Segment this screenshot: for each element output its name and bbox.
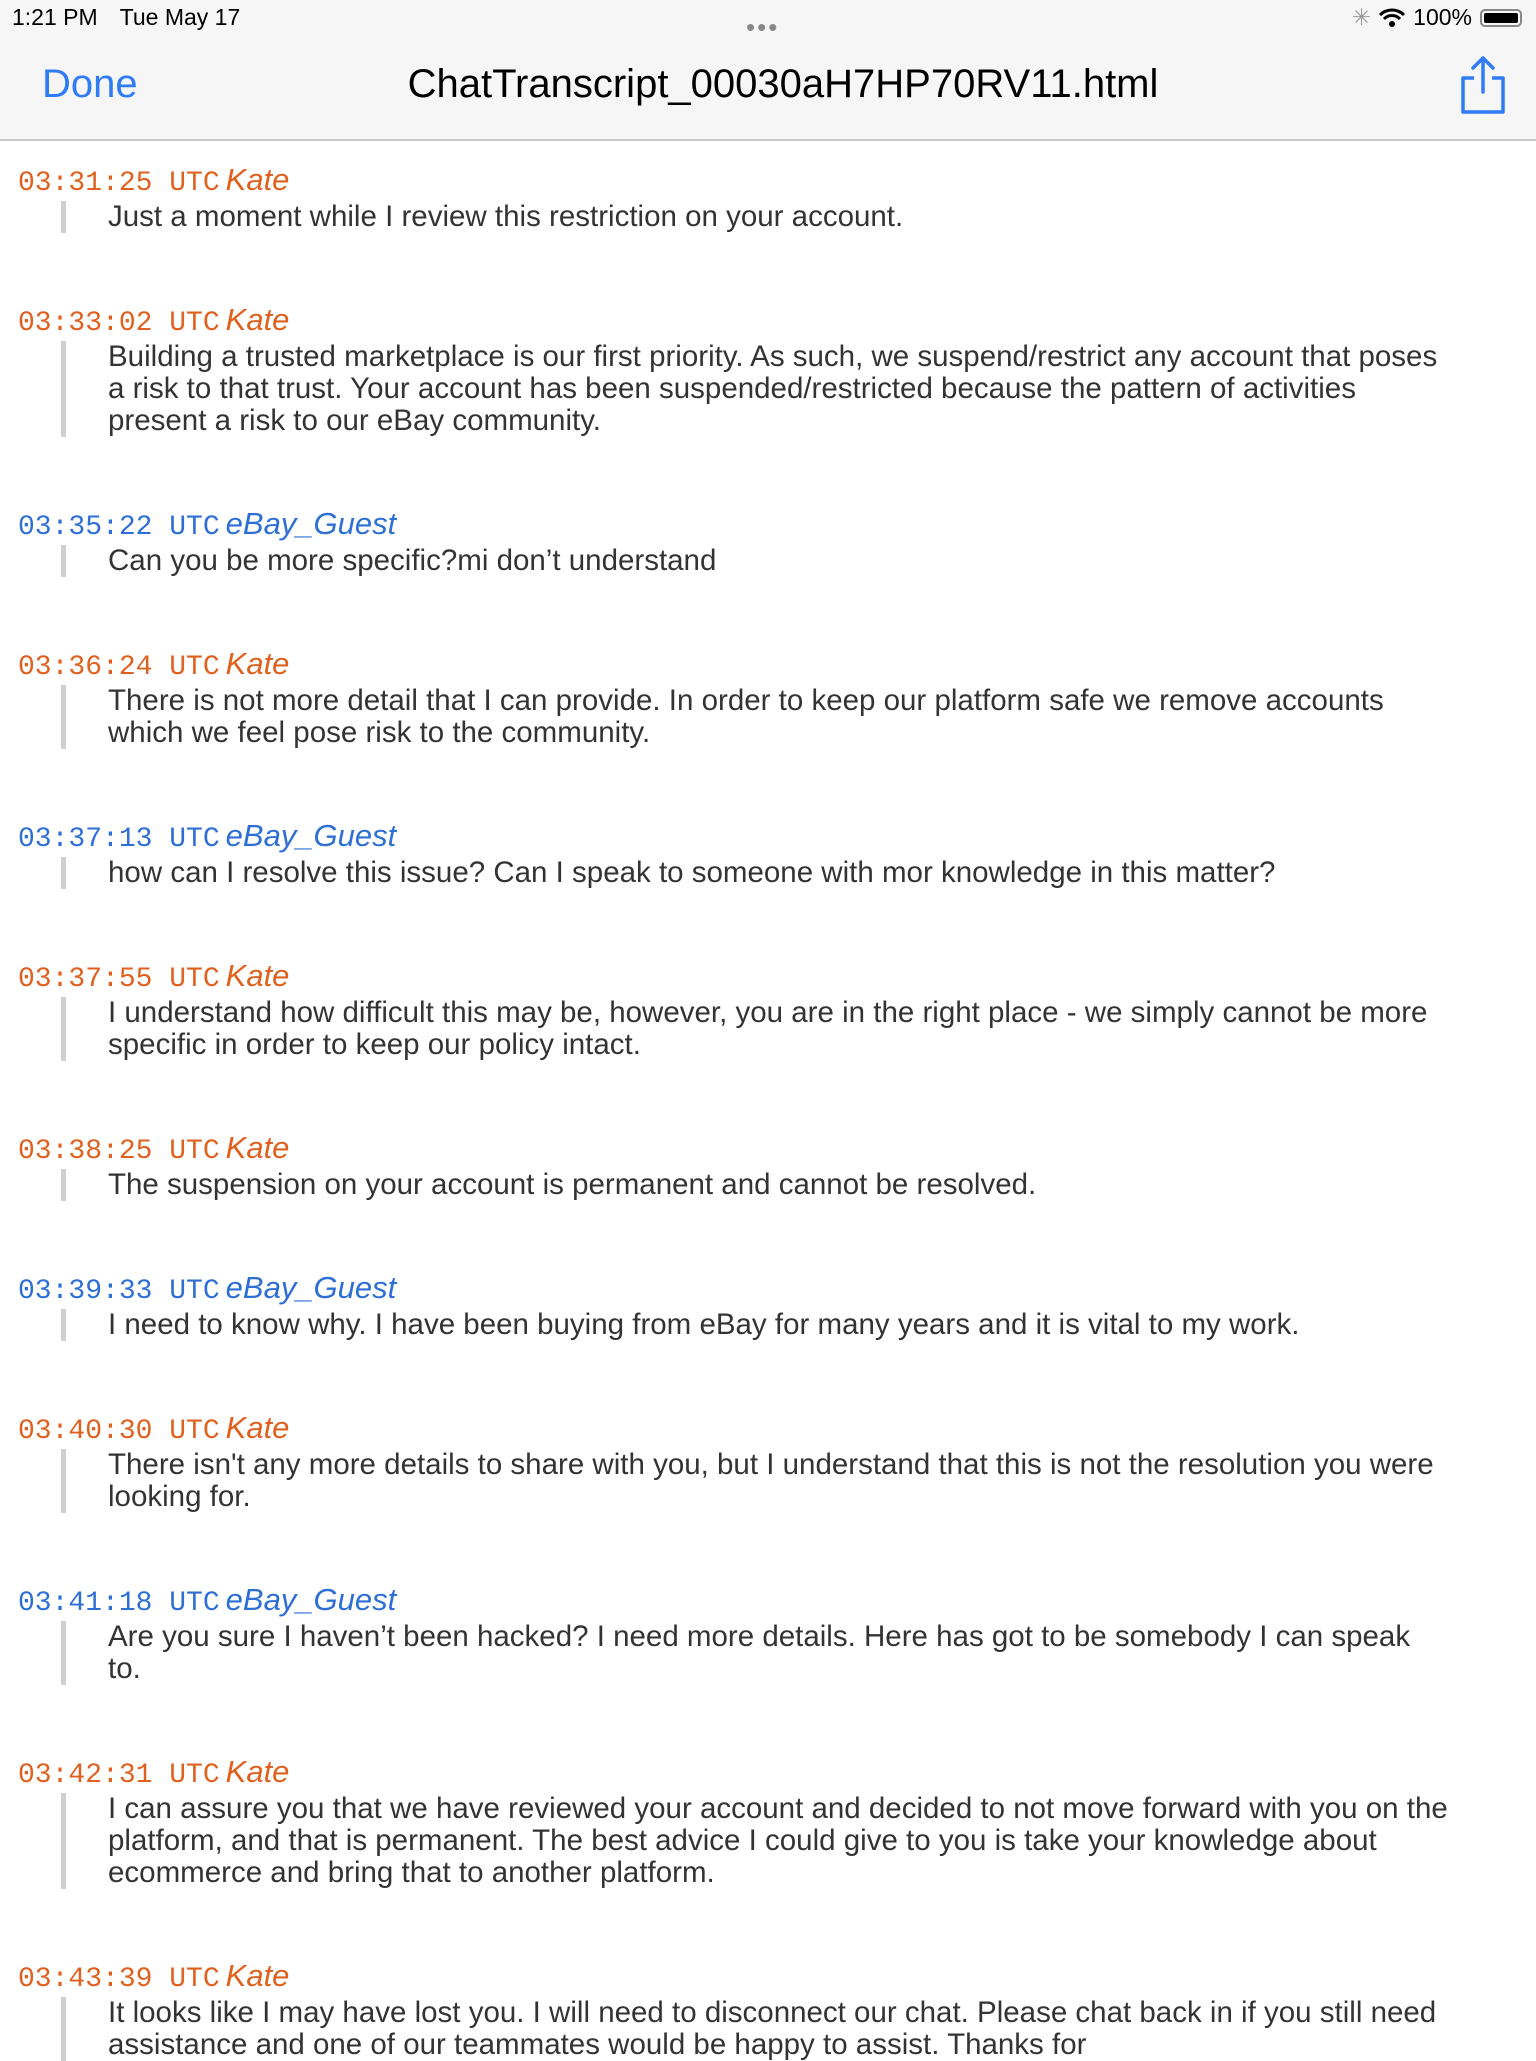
message-timestamp bbox=[18, 1136, 220, 1167]
message-timestamp bbox=[18, 168, 220, 199]
chat-message bbox=[0, 1127, 1536, 1201]
message-time: 03:40:30 bbox=[18, 1416, 153, 1447]
multitasking-dots-icon[interactable]: ••• bbox=[746, 12, 780, 42]
chat-message bbox=[0, 643, 1536, 749]
timezone: UTC bbox=[169, 512, 220, 543]
message-time: 03:41:18 bbox=[18, 1588, 153, 1619]
timezone: UTC bbox=[169, 1416, 220, 1447]
message-timestamp bbox=[18, 824, 220, 855]
message-sender: Kate bbox=[225, 162, 290, 197]
timezone: UTC bbox=[169, 1588, 220, 1619]
top-bar bbox=[0, 0, 1536, 141]
message-sender: Kate bbox=[225, 646, 290, 681]
message-text: Just a moment while I review this restriction on your account. bbox=[61, 201, 1448, 233]
message-text: There isn't any more details to share with you, but I understand that this is not the resolution you were looking for. bbox=[61, 1449, 1448, 1513]
timezone: UTC bbox=[169, 168, 220, 199]
chat-message bbox=[0, 1751, 1536, 1889]
done-button[interactable]: Done bbox=[42, 62, 138, 106]
message-text: Can you be more specific?mi don’t understand bbox=[61, 545, 1448, 577]
message-sender: Kate bbox=[225, 302, 290, 337]
share-icon[interactable] bbox=[1458, 56, 1508, 116]
message-sender: Kate bbox=[225, 1958, 290, 1993]
timezone: UTC bbox=[169, 1276, 220, 1307]
chat-message bbox=[0, 299, 1536, 437]
message-timestamp bbox=[18, 308, 220, 339]
message-header bbox=[0, 643, 1536, 685]
chat-message bbox=[0, 503, 1536, 577]
timezone: UTC bbox=[169, 308, 220, 339]
message-header bbox=[0, 1267, 1536, 1309]
message-sender: eBay_Guest bbox=[225, 506, 397, 541]
chat-transcript bbox=[0, 141, 1536, 2061]
message-sender: eBay_Guest bbox=[225, 1270, 397, 1305]
message-time: 03:43:39 bbox=[18, 1964, 153, 1995]
message-text: Building a trusted marketplace is our first priority. As such, we suspend/restrict any account that poses a risk to that trust. Your account has been suspended/restricted because the pattern of activities present a risk to our eBay community. bbox=[61, 341, 1448, 437]
message-timestamp bbox=[18, 1964, 220, 1995]
message-time: 03:31:25 bbox=[18, 168, 153, 199]
chat-message bbox=[0, 815, 1536, 889]
chat-message bbox=[0, 1579, 1536, 1685]
message-header bbox=[0, 503, 1536, 545]
message-text: Are you sure I haven’t been hacked? I need more details. Here has got to be somebody I can speak to. bbox=[61, 1621, 1448, 1685]
status-bar bbox=[12, 4, 262, 31]
message-timestamp bbox=[18, 512, 220, 543]
timezone: UTC bbox=[169, 1964, 220, 1995]
message-sender: eBay_Guest bbox=[225, 1582, 397, 1617]
message-time: 03:33:02 bbox=[18, 308, 153, 339]
message-timestamp bbox=[18, 1760, 220, 1791]
message-text: I need to know why. I have been buying from eBay for many years and it is vital to my work. bbox=[61, 1309, 1448, 1341]
chat-message bbox=[0, 159, 1536, 233]
page-title: ChatTranscript_00030aH7HP70RV11.html bbox=[407, 62, 1159, 106]
message-header bbox=[0, 815, 1536, 857]
message-text: The suspension on your account is permanent and cannot be resolved. bbox=[61, 1169, 1448, 1201]
timezone: UTC bbox=[169, 824, 220, 855]
message-timestamp bbox=[18, 964, 220, 995]
message-timestamp bbox=[18, 1588, 220, 1619]
activity-spinner-icon: ✳ bbox=[1351, 4, 1372, 30]
chat-message bbox=[0, 1407, 1536, 1513]
timezone: UTC bbox=[169, 1760, 220, 1791]
message-sender: eBay_Guest bbox=[225, 818, 397, 853]
status-time: 1:21 PM bbox=[12, 4, 98, 30]
message-time: 03:36:24 bbox=[18, 652, 153, 683]
message-time: 03:39:33 bbox=[18, 1276, 153, 1307]
message-sender: Kate bbox=[225, 958, 290, 993]
message-time: 03:38:25 bbox=[18, 1136, 153, 1167]
message-sender: Kate bbox=[225, 1754, 290, 1789]
chat-message bbox=[0, 1955, 1536, 2061]
message-text: It looks like I may have lost you. I will need to disconnect our chat. Please chat back in if you still need assistance and one of our teammates would be happy to assist. Thanks for bbox=[61, 1997, 1448, 2061]
message-timestamp bbox=[18, 1416, 220, 1447]
status-date: Tue May 17 bbox=[119, 4, 241, 30]
message-text: There is not more detail that I can provide. In order to keep our platform safe we remove accounts which we feel pose risk to the community. bbox=[61, 685, 1448, 749]
message-header bbox=[0, 159, 1536, 201]
message-time: 03:37:55 bbox=[18, 964, 153, 995]
message-time: 03:42:31 bbox=[18, 1760, 153, 1791]
message-header bbox=[0, 1751, 1536, 1793]
message-sender: Kate bbox=[225, 1410, 290, 1445]
message-time: 03:35:22 bbox=[18, 512, 153, 543]
message-header bbox=[0, 1127, 1536, 1169]
message-text: I can assure you that we have reviewed your account and decided to not move forward with you on the platform, and that is permanent. The best advice I could give to you is take your knowledge about ecommerce and bring that to another platform. bbox=[61, 1793, 1448, 1889]
wifi-icon bbox=[1379, 8, 1405, 28]
message-header bbox=[0, 1955, 1536, 1997]
battery-percent: 100% bbox=[1413, 4, 1472, 30]
message-header bbox=[0, 1407, 1536, 1449]
battery-icon bbox=[1480, 9, 1522, 27]
message-timestamp bbox=[18, 1276, 220, 1307]
message-timestamp bbox=[18, 652, 220, 683]
chat-message bbox=[0, 1267, 1536, 1341]
timezone: UTC bbox=[169, 1136, 220, 1167]
chat-message bbox=[0, 955, 1536, 1061]
timezone: UTC bbox=[169, 652, 220, 683]
message-header bbox=[0, 955, 1536, 997]
message-sender: Kate bbox=[225, 1130, 290, 1165]
message-header bbox=[0, 299, 1536, 341]
message-time: 03:37:13 bbox=[18, 824, 153, 855]
message-text: I understand how difficult this may be, however, you are in the right place - we simply cannot be more specific in order to keep our policy intact. bbox=[61, 997, 1448, 1061]
timezone: UTC bbox=[169, 964, 220, 995]
message-text: how can I resolve this issue? Can I speak to someone with mor knowledge in this matter? bbox=[61, 857, 1448, 889]
message-header bbox=[0, 1579, 1536, 1621]
